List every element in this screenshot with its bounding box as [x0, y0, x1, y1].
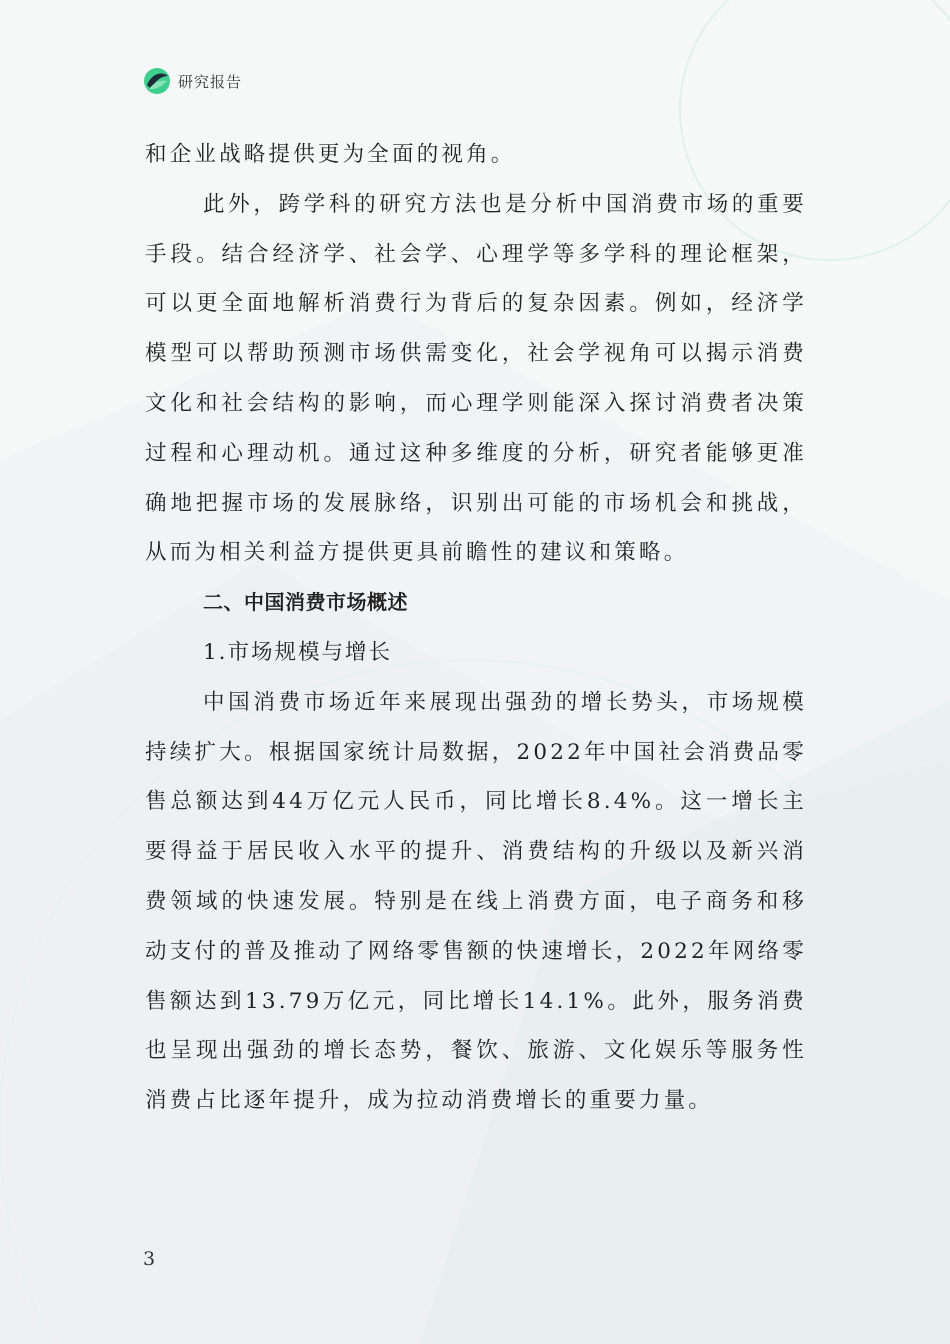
- document-body: [145, 130, 807, 1126]
- report-header: [143, 64, 242, 98]
- section-heading: 二、中国消费市场概述: [203, 590, 408, 615]
- header-title: 研究报告: [178, 72, 243, 91]
- paragraph-continuation: 和企业战略提供更为全面的视角。: [145, 142, 516, 167]
- paragraph-market-size: 中国消费市场近年来展现出强劲的增长势头，市场规模持续扩大。根据国家统计局数据，2022年中国社会消费品零售总额达到44万亿元人民币，同比增长8.4%。这一增长主要得益于居民收入水平的提升、消费结构的升级以及新兴消费领域的快速发展。特别是在线上消费方面，电子商务和移动支付的普及推动了网络零售额的快速增长，2022年网络零售额达到13.79万亿元，同比增长14.1%。此外，服务消费也呈现出强劲的增长态势，餐饮、旅游、文化娱乐等服务性消费占比逐年提升，成为拉动消费增长的重要力量。: [145, 689, 807, 1114]
- page-number: 3: [143, 1248, 156, 1270]
- paragraph-interdisciplinary: 此外，跨学科的研究方法也是分析中国消费市场的重要手段。结合经济学、社会学、心理学等多学科的理论框架，可以更全面地解析消费行为背后的复杂因素。例如，经济学模型可以帮助预测市场供需变化，社会学视角可以揭示消费文化和社会结构的影响，而心理学则能深入探讨消费者决策过程和心理动机。通过这种多维度的分析，研究者能够更准确地把握市场的发展脉络，识别出可能的市场机会和挑战，从而为相关利益方提供更具前瞻性的建议和策略。: [145, 191, 807, 566]
- report-logo-icon: [143, 67, 171, 95]
- subsection-heading: 1.市场规模与增长: [203, 639, 393, 665]
